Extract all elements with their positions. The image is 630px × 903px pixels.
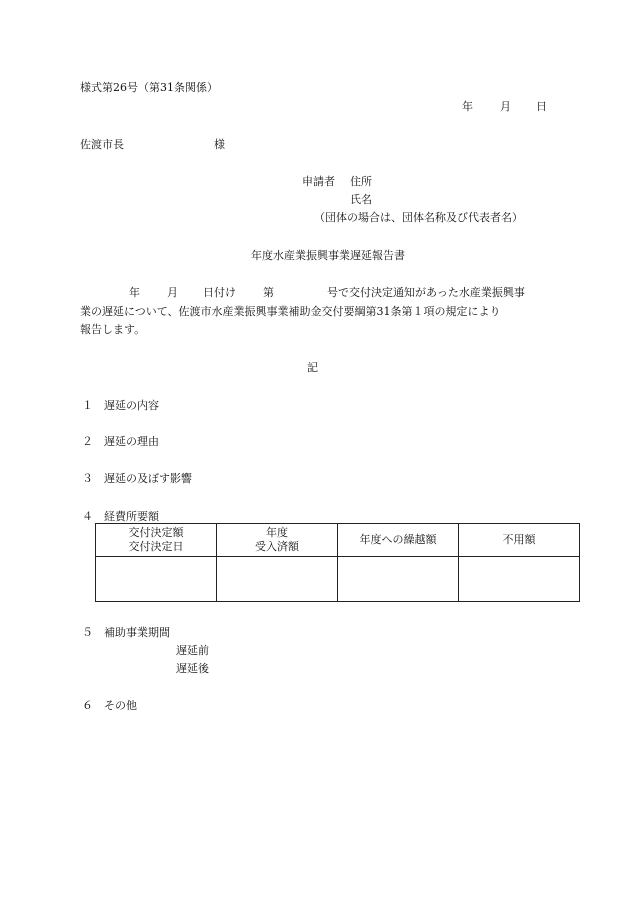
cost-table-header-row (96, 524, 580, 557)
cell-unused (459, 557, 580, 602)
item-4-label: 経費所要額 (104, 510, 159, 523)
item-6-label: その他 (104, 699, 137, 712)
item-5-label: 補助事業期間 (104, 626, 170, 639)
header-grant-decision (96, 524, 217, 557)
period-before: 遅延前 (176, 644, 209, 657)
applicant-address-label: 住所 (350, 175, 372, 188)
item-5-number: ５ (82, 626, 93, 639)
cell-received (217, 557, 338, 602)
item-1-label: 遅延の内容 (104, 399, 159, 412)
form-number: 様式第26号（第31条関係） (80, 81, 218, 94)
header-carryover: 年度への繰越額 (338, 524, 459, 557)
header-grant-date: 交付決定日 (128, 540, 184, 553)
date-day: 日 (536, 100, 547, 113)
date-month: 月 (500, 100, 511, 113)
body-line1-rest: 号で交付決定通知があった水産業振興事 (327, 286, 525, 299)
applicant-name-label: 氏名 (350, 193, 372, 206)
period-after: 遅延後 (176, 662, 209, 675)
addressee-name: 佐渡市長 (80, 138, 124, 151)
header-grant-amount: 交付決定額 (128, 526, 184, 539)
body-line2: 業の遅延について、佐渡市水産業振興事業補助金交付要綱第31条第１項の規定により (80, 305, 501, 318)
cell-grant (96, 557, 217, 602)
item-3-label: 遅延の及ぼす影響 (104, 472, 192, 485)
date-year: 年 (462, 100, 473, 113)
cost-table (95, 523, 580, 602)
applicant-label: 申請者 (302, 175, 335, 188)
item-4-number: ４ (82, 510, 93, 523)
header-received (217, 524, 338, 557)
header-received-year: 年度 (266, 526, 288, 539)
item-1-number: １ (82, 399, 93, 412)
header-unused: 不用額 (459, 524, 580, 557)
item-2-label: 遅延の理由 (104, 435, 159, 448)
addressee-honorific: 様 (214, 138, 225, 151)
body-year: 年 (129, 286, 140, 299)
item-6-number: ６ (82, 699, 93, 712)
item-2-number: ２ (82, 435, 93, 448)
applicant-note: （団体の場合は、団体名称及び代表者名） (314, 211, 523, 224)
body-month: 月 (167, 286, 178, 299)
body-line3: 報告します。 (80, 323, 146, 336)
header-received-amount: 受入済額 (255, 540, 299, 553)
body-date-suffix: 日付け (203, 286, 236, 299)
cell-carryover (338, 557, 459, 602)
document-title: 年度水産業振興事業遅延報告書 (251, 249, 405, 262)
cost-table-row (96, 557, 580, 602)
ki-label: 記 (307, 361, 318, 374)
body-dai: 第 (263, 286, 274, 299)
item-3-number: ３ (82, 472, 93, 485)
